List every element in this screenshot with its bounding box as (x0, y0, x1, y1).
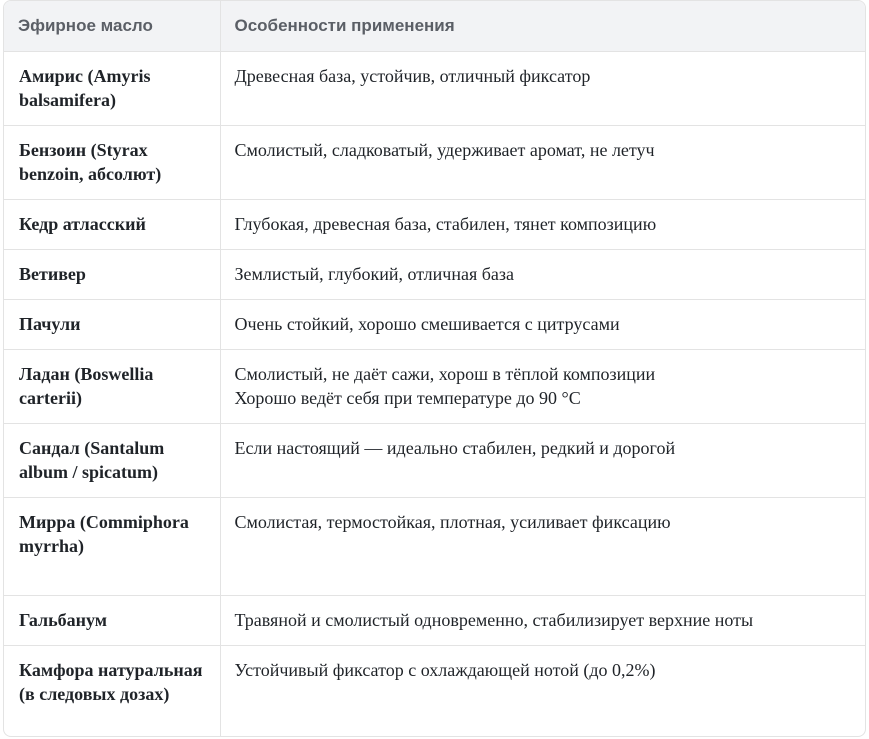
oil-usage (220, 52, 865, 126)
header-oil: Эфирное масло (4, 1, 220, 52)
table-row (4, 200, 865, 250)
oil-name: Сандал (Santalum album / spicatum) (4, 424, 220, 498)
oil-usage (220, 596, 865, 646)
usage-line: Травяной и смолистый одновременно, стабилизирует верхние ноты (234, 610, 754, 630)
oil-name: Ветивер (4, 250, 220, 300)
essential-oils-table (3, 0, 866, 737)
oil-name: Бензоин (Styrax benzoin, абсолют) (4, 126, 220, 200)
table-row (4, 596, 865, 646)
usage-line: Устойчивый фиксатор с охлаждающей нотой (до 0,2%) (234, 660, 656, 680)
oil-name: Камфора натуральная (в следовых дозах) (4, 646, 220, 738)
table-row (4, 498, 865, 596)
table-row (4, 300, 865, 350)
oil-name: Гальбанум (4, 596, 220, 646)
oil-usage (220, 126, 865, 200)
usage-line: Хорошо ведёт себя при температуре до 90 °C (234, 388, 581, 408)
oil-usage (220, 350, 865, 424)
oil-usage (220, 200, 865, 250)
oil-usage (220, 498, 865, 596)
oil-usage (220, 250, 865, 300)
oil-name: Кедр атласский (4, 200, 220, 250)
usage-line: Если настоящий — идеально стабилен, редкий и дорогой (234, 438, 676, 458)
oil-name: Ладан (Boswellia carterii) (4, 350, 220, 424)
usage-line: Глубокая, древесная база, стабилен, тянет композицию (234, 214, 657, 234)
usage-line: Смолистая, термостойкая, плотная, усиливает фиксацию (234, 512, 671, 532)
oil-name: Мирра (Commiphora myrrha) (4, 498, 220, 596)
oil-usage (220, 646, 865, 738)
oil-usage (220, 424, 865, 498)
header-usage: Особенности применения (220, 1, 865, 52)
table-row (4, 250, 865, 300)
usage-line: Смолистый, сладковатый, удерживает аромат, не летуч (234, 140, 655, 160)
usage-line: Землистый, глубокий, отличная база (234, 264, 514, 284)
oils-table-grid (4, 1, 865, 737)
usage-line: Очень стойкий, хорошо смешивается с цитрусами (234, 314, 620, 334)
oil-name: Амирис (Amyris balsamifera) (4, 52, 220, 126)
table-row (4, 646, 865, 738)
oil-usage (220, 300, 865, 350)
table-row (4, 424, 865, 498)
table-header-row (4, 1, 865, 52)
usage-line: Смолистый, не даёт сажи, хорош в тёплой композиции (234, 364, 656, 384)
table-row (4, 350, 865, 424)
table-row (4, 126, 865, 200)
oil-name: Пачули (4, 300, 220, 350)
usage-line: Древесная база, устойчив, отличный фиксатор (234, 66, 591, 86)
table-row (4, 52, 865, 126)
